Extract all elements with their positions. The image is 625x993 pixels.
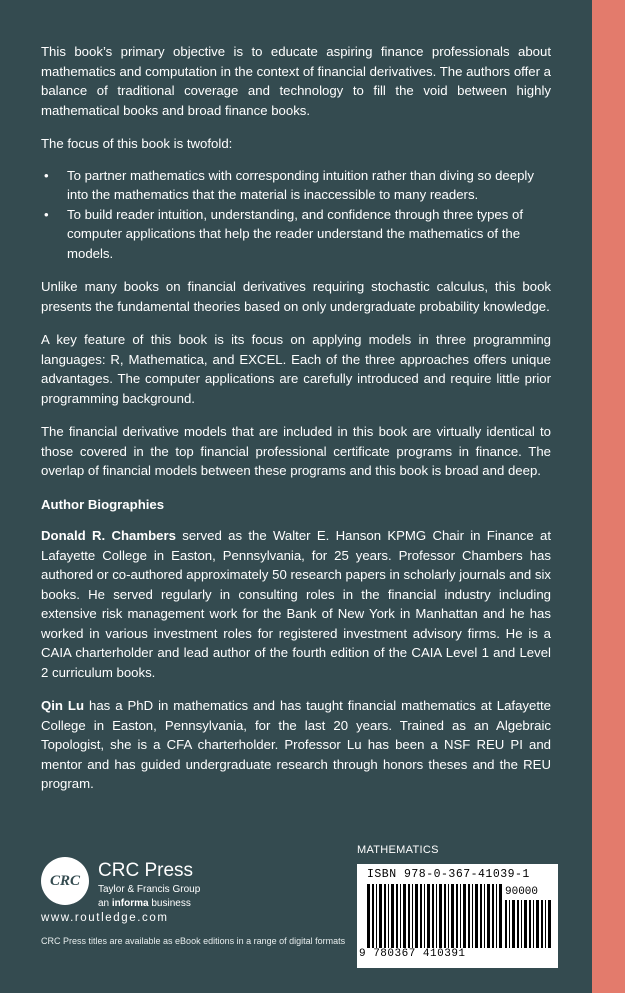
crc-logo-icon: CRC: [41, 857, 89, 905]
barcode-bar: [487, 884, 490, 948]
barcode-bar: [451, 884, 454, 948]
barcode-bar: [367, 884, 370, 948]
barcode-bar: [480, 884, 482, 948]
intro-paragraph-5: The financial derivative models that are included in this book are virtually identical to those covered in the top financial professional certificate programs in finance. The overlap of financial models between these programs and this book is broad and deep.: [41, 424, 551, 478]
author-2-bio: has a PhD in mathematics and has taught financial mathematics at Lafayette College in Easton, Pennsylvania, for the last 20 years. Trained as an Algebraic Topologist, she is a CFA charterholder. Professor Lu has been a NSF REU PI and mentor and has guided undergraduate research through honors theses and the REU program.: [41, 698, 551, 791]
bio-heading: Author Biographies: [41, 496, 165, 512]
barcode-bar: [400, 884, 401, 948]
barcode-bar: [456, 884, 458, 948]
barcode-bar: [424, 884, 425, 948]
barcode-bar: [436, 884, 437, 948]
barcode-bar: [517, 900, 519, 948]
barcode-bar: [396, 884, 398, 948]
focus-item-1: • To partner mathematics with corresponding intuition rather than diving so deeply into the mathematics that the material is inaccessible to many readers.: [41, 166, 551, 205]
barcode-bar: [427, 884, 430, 948]
barcode-bar: [379, 884, 382, 948]
barcode-bar: [408, 884, 410, 948]
author-2-name: Qin Lu: [41, 698, 85, 713]
barcode-bar: [536, 900, 539, 948]
intro-paragraph-1: This book’s primary objective is to educate aspiring finance professionals about mathematics and computation in the context of financial derivatives. The authors offer a balance of traditional coverage and technology to fill the void between highly mathematical books and broad finance books.: [41, 44, 551, 118]
isbn-barcode: [357, 864, 558, 968]
barcode-bar: [548, 900, 551, 948]
publisher-name: CRC Press: [98, 860, 194, 881]
barcode-bar: [521, 900, 522, 948]
barcode-bar: [492, 884, 494, 948]
barcode-bar: [545, 900, 546, 948]
business-prefix: an: [98, 898, 112, 909]
back-cover-text: [41, 42, 551, 808]
barcode-bar: [444, 884, 446, 948]
ean-number: 9 780367 410391: [359, 948, 466, 960]
barcode-bar: [475, 884, 478, 948]
barcode-bar: [512, 900, 515, 948]
barcode-bar: [468, 884, 470, 948]
publisher-group: Taylor & Francis Group: [98, 884, 201, 895]
barcode-bar: [484, 884, 485, 948]
barcode-bar: [432, 884, 434, 948]
barcode-bar: [388, 884, 389, 948]
business-suffix: business: [148, 898, 191, 909]
barcode-bar: [472, 884, 473, 948]
publisher-business: [98, 898, 191, 909]
barcode-bar: [448, 884, 449, 948]
price-bars-icon: [505, 900, 551, 948]
barcode-bar: [509, 900, 510, 948]
barcode-bar: [533, 900, 534, 948]
barcode-bar: [403, 884, 406, 948]
spine-stripe: [592, 0, 625, 993]
publisher-url[interactable]: www.routledge.com: [41, 912, 169, 924]
barcode-bar: [384, 884, 386, 948]
barcode-bar: [391, 884, 394, 948]
focus-item-2: • To build reader intuition, understanding, and confidence through three types of computer applications that help the reader understand the mathematics of the models.: [41, 205, 551, 264]
barcode-bar: [415, 884, 418, 948]
barcode-bar: [541, 900, 543, 948]
intro-paragraph-4: A key feature of this book is its focus on applying models in three programming languages: R, Mathematica, and EXCEL. Each of the three approaches offers unique advantages. The computer applications are carefully introduced and require little prior programming background.: [41, 332, 551, 406]
barcode-bar: [439, 884, 442, 948]
isbn-text: ISBN 978-0-367-41039-1: [367, 868, 530, 881]
barcode-bar: [376, 884, 377, 948]
bio-author-1: [41, 526, 551, 682]
barcode-bars-icon: [367, 884, 502, 948]
barcode-bar: [496, 884, 497, 948]
barcode-bar: [529, 900, 531, 948]
bio-author-2: [41, 696, 551, 794]
barcode-bar: [420, 884, 422, 948]
ebook-note: CRC Press titles are available as eBook editions in a range of digital formats: [41, 936, 346, 946]
subject-label: MATHEMATICS: [357, 844, 439, 856]
business-bold: informa: [111, 898, 149, 909]
barcode-bar: [505, 900, 507, 948]
author-1-bio: served as the Walter E. Hanson KPMG Chair in Finance at Lafayette College in Easton, Pennsylvania, for 25 years. Professor Chambers has authored or co-authored approximately 50 research papers in scholarly journals and six books. He served regularly in consulting roles in the financial industry including extensive risk management work for the Bank of New York in Manhattan and he has worked in various investment roles for registered investment advisory firms. He is a CAIA charterholder and lead author of the fourth edition of the CAIA Level 1 and Level 2 curriculum books.: [41, 528, 551, 680]
barcode-bar: [463, 884, 466, 948]
price-code: 90000: [505, 886, 539, 898]
intro-paragraph-3: Unlike many books on financial derivatives requiring stochastic calculus, this book presents the fundamental theories based on only undergraduate probability knowledge.: [41, 279, 551, 314]
barcode-bar: [372, 884, 374, 948]
barcode-bar: [460, 884, 461, 948]
barcode-bar: [412, 884, 413, 948]
focus-list: [41, 166, 551, 264]
author-1-name: Donald R. Chambers: [41, 528, 176, 543]
barcode-bar: [499, 884, 502, 948]
intro-paragraph-2: The focus of this book is twofold:: [41, 136, 233, 151]
barcode-bar: [524, 900, 527, 948]
